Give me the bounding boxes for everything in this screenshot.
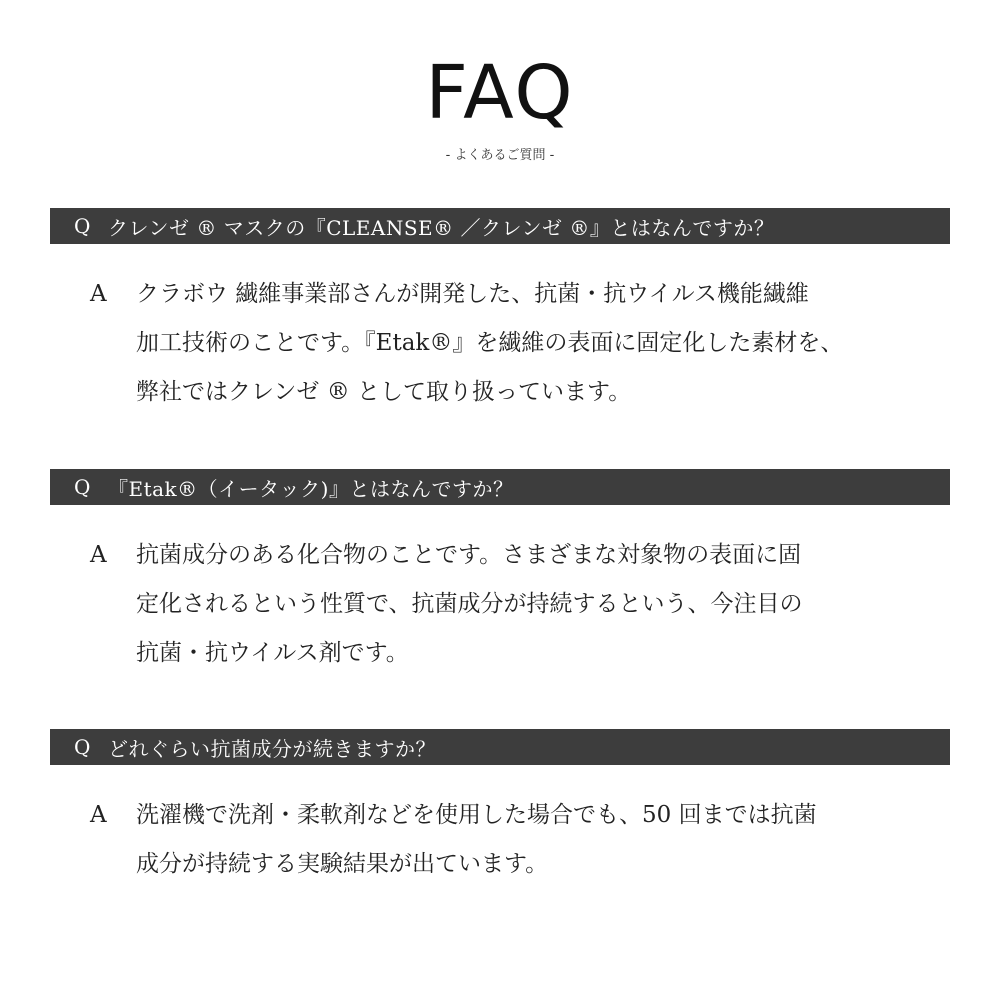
question-text: クレンゼ ® マスクの『CLEANSE® ／クレンゼ ®』とはなんですか？ bbox=[108, 215, 775, 240]
question-text: 『Etak®（イータック)』とはなんですか？ bbox=[108, 476, 514, 501]
answer-line: 洗濯機で洗剤・柔軟剤などを使用した場合でも、50 回までは抗菌 bbox=[136, 802, 817, 828]
question-marker: Q bbox=[74, 214, 91, 238]
question-marker: Q bbox=[74, 475, 91, 499]
question-marker: Q bbox=[74, 735, 91, 759]
answer-line: 抗菌成分のある化合物のことです。さまざまな対象物の表面に固 bbox=[136, 542, 802, 568]
faq-item-3 bbox=[50, 729, 950, 889]
page-title: FAQ bbox=[425, 50, 575, 136]
answer-marker: A bbox=[90, 281, 107, 307]
answer-line: 抗菌・抗ウイルス剤です。 bbox=[136, 640, 409, 666]
question-text: どれぐらい抗菌成分が続きますか？ bbox=[108, 736, 436, 761]
faq-item-1 bbox=[50, 208, 950, 417]
question-bar bbox=[50, 469, 950, 505]
answer-line: クラボウ 繊維事業部さんが開発した、抗菌・抗ウイルス機能繊維 bbox=[136, 281, 809, 307]
question-bar bbox=[50, 729, 950, 765]
answer-line: 定化されるという性質で、抗菌成分が持続するという、今注目の bbox=[136, 591, 803, 617]
answer bbox=[90, 531, 910, 678]
answer-line: 成分が持続する実験結果が出ています。 bbox=[136, 851, 549, 877]
answer-line: 弊社ではクレンゼ ® として取り扱っています。 bbox=[136, 379, 632, 405]
question-bar bbox=[50, 208, 950, 244]
page-subtitle: - よくあるご質問 - bbox=[445, 148, 555, 163]
faq-item-2 bbox=[50, 469, 950, 678]
answer-line: 加工技術のことです。『Etak®』を繊維の表面に固定化した素材を、 bbox=[136, 330, 844, 356]
answer-marker: A bbox=[90, 542, 107, 568]
answer bbox=[90, 791, 910, 889]
answer bbox=[90, 270, 910, 417]
answer-marker: A bbox=[90, 802, 107, 828]
